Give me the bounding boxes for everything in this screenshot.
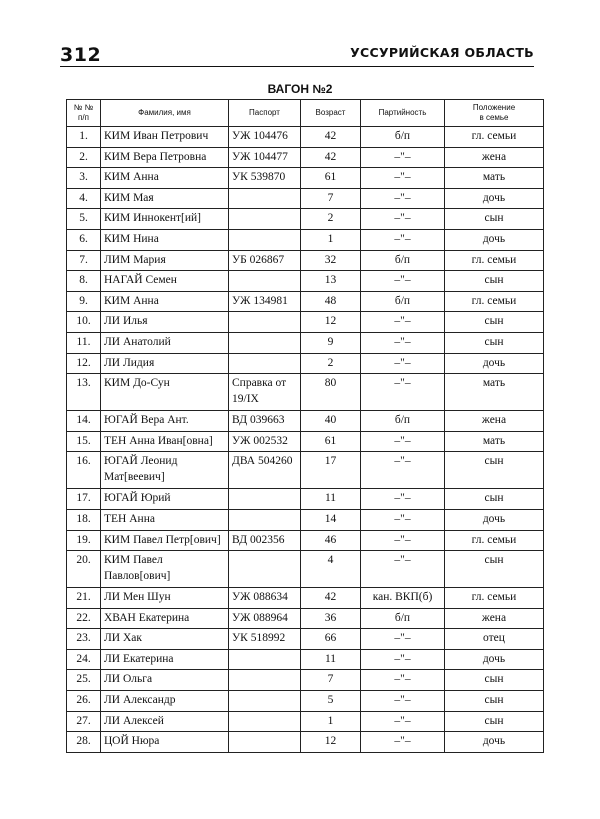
cell-num: 9. <box>67 291 101 312</box>
table-row <box>67 691 544 712</box>
cell-name: ЛИ Мен Шун <box>101 588 229 609</box>
table-row <box>67 374 544 411</box>
cell-num: 28. <box>67 732 101 753</box>
cell-name: КИМ Павел Павлов[ович] <box>101 551 229 588</box>
table-row <box>67 250 544 271</box>
cell-role: гл. семьи <box>445 250 544 271</box>
cell-party: –"– <box>361 229 445 250</box>
cell-passport <box>229 509 301 530</box>
cell-role: дочь <box>445 188 544 209</box>
cell-passport <box>229 732 301 753</box>
cell-role: дочь <box>445 353 544 374</box>
cell-name: КИМ Иван Петрович <box>101 127 229 148</box>
cell-age: 42 <box>301 147 361 168</box>
col-header-name: Фамилия, имя <box>101 100 229 127</box>
cell-num: 23. <box>67 629 101 650</box>
cell-party: –"– <box>361 649 445 670</box>
table-row <box>67 629 544 650</box>
cell-age: 7 <box>301 188 361 209</box>
cell-num: 26. <box>67 691 101 712</box>
cell-age: 46 <box>301 530 361 551</box>
cell-name: ЛИ Александр <box>101 691 229 712</box>
cell-role: сын <box>445 271 544 292</box>
cell-role: отец <box>445 629 544 650</box>
table-row <box>67 509 544 530</box>
table-row <box>67 452 544 489</box>
cell-party: –"– <box>361 168 445 189</box>
cell-passport: УК 539870 <box>229 168 301 189</box>
cell-party: –"– <box>361 489 445 510</box>
cell-name: ЛИ Хак <box>101 629 229 650</box>
cell-passport <box>229 649 301 670</box>
table-row <box>67 608 544 629</box>
cell-passport <box>229 332 301 353</box>
page-number: 312 <box>60 44 102 66</box>
cell-party: –"– <box>361 509 445 530</box>
cell-num: 21. <box>67 588 101 609</box>
cell-age: 61 <box>301 431 361 452</box>
cell-party: –"– <box>361 431 445 452</box>
cell-passport: Справка от 19/IX <box>229 374 301 411</box>
cell-role: мать <box>445 168 544 189</box>
cell-num: 17. <box>67 489 101 510</box>
cell-name: ЮГАЙ Леонид Мат[веевич] <box>101 452 229 489</box>
roster-table <box>66 99 544 753</box>
cell-num: 25. <box>67 670 101 691</box>
cell-age: 40 <box>301 411 361 432</box>
table-body <box>67 127 544 753</box>
cell-age: 42 <box>301 127 361 148</box>
cell-role: гл. семьи <box>445 588 544 609</box>
table-row <box>67 670 544 691</box>
cell-num: 18. <box>67 509 101 530</box>
cell-role: сын <box>445 452 544 489</box>
header-rule <box>60 66 534 67</box>
table-row <box>67 271 544 292</box>
table-row <box>67 732 544 753</box>
cell-role: мать <box>445 374 544 411</box>
cell-passport <box>229 209 301 230</box>
cell-role: жена <box>445 608 544 629</box>
cell-party: б/п <box>361 127 445 148</box>
cell-role: жена <box>445 411 544 432</box>
cell-name: КИМ Нина <box>101 229 229 250</box>
cell-num: 20. <box>67 551 101 588</box>
cell-passport: УЖ 104477 <box>229 147 301 168</box>
cell-age: 2 <box>301 353 361 374</box>
table-row <box>67 711 544 732</box>
cell-age: 1 <box>301 711 361 732</box>
col-header-age: Возраст <box>301 100 361 127</box>
cell-age: 11 <box>301 649 361 670</box>
cell-num: 1. <box>67 127 101 148</box>
cell-num: 13. <box>67 374 101 411</box>
cell-age: 7 <box>301 670 361 691</box>
cell-name: ЛИ Илья <box>101 312 229 333</box>
cell-passport: УЖ 002532 <box>229 431 301 452</box>
cell-num: 19. <box>67 530 101 551</box>
cell-age: 80 <box>301 374 361 411</box>
table-row <box>67 188 544 209</box>
cell-role: сын <box>445 551 544 588</box>
cell-num: 16. <box>67 452 101 489</box>
cell-role: гл. семьи <box>445 127 544 148</box>
cell-num: 11. <box>67 332 101 353</box>
table-row <box>67 353 544 374</box>
cell-role: дочь <box>445 649 544 670</box>
cell-passport <box>229 312 301 333</box>
col-header-party: Партийность <box>361 100 445 127</box>
cell-passport: ДВА 504260 <box>229 452 301 489</box>
cell-party: –"– <box>361 147 445 168</box>
cell-party: б/п <box>361 291 445 312</box>
cell-role: дочь <box>445 509 544 530</box>
cell-party: –"– <box>361 711 445 732</box>
cell-num: 8. <box>67 271 101 292</box>
cell-num: 4. <box>67 188 101 209</box>
cell-passport <box>229 188 301 209</box>
cell-age: 12 <box>301 312 361 333</box>
cell-name: КИМ Анна <box>101 168 229 189</box>
cell-name: НАГАЙ Семен <box>101 271 229 292</box>
cell-party: –"– <box>361 530 445 551</box>
cell-role: сын <box>445 332 544 353</box>
table-row <box>67 312 544 333</box>
cell-passport: ВД 002356 <box>229 530 301 551</box>
cell-role: сын <box>445 489 544 510</box>
cell-role: сын <box>445 209 544 230</box>
cell-num: 5. <box>67 209 101 230</box>
cell-party: –"– <box>361 551 445 588</box>
cell-party: –"– <box>361 188 445 209</box>
cell-name: КИМ Иннокент[ий] <box>101 209 229 230</box>
cell-num: 24. <box>67 649 101 670</box>
cell-passport <box>229 353 301 374</box>
cell-party: б/п <box>361 411 445 432</box>
cell-name: ЮГАЙ Вера Ант. <box>101 411 229 432</box>
cell-num: 12. <box>67 353 101 374</box>
table-row <box>67 147 544 168</box>
cell-role: сын <box>445 312 544 333</box>
cell-age: 1 <box>301 229 361 250</box>
cell-num: 6. <box>67 229 101 250</box>
cell-name: КИМ Мая <box>101 188 229 209</box>
table-row <box>67 551 544 588</box>
cell-num: 2. <box>67 147 101 168</box>
cell-party: –"– <box>361 209 445 230</box>
table-row <box>67 168 544 189</box>
cell-age: 61 <box>301 168 361 189</box>
col-header-passport: Паспорт <box>229 100 301 127</box>
cell-passport: УЖ 088634 <box>229 588 301 609</box>
cell-party: б/п <box>361 250 445 271</box>
cell-name: ЛИ Екатерина <box>101 649 229 670</box>
cell-age: 2 <box>301 209 361 230</box>
cell-age: 48 <box>301 291 361 312</box>
cell-name: ЦОЙ Нюра <box>101 732 229 753</box>
cell-name: ЛИ Алексей <box>101 711 229 732</box>
cell-role: дочь <box>445 229 544 250</box>
cell-passport <box>229 551 301 588</box>
table-row <box>67 530 544 551</box>
cell-age: 42 <box>301 588 361 609</box>
cell-passport <box>229 670 301 691</box>
cell-num: 22. <box>67 608 101 629</box>
cell-party: –"– <box>361 732 445 753</box>
cell-num: 27. <box>67 711 101 732</box>
cell-age: 12 <box>301 732 361 753</box>
cell-passport <box>229 489 301 510</box>
cell-age: 13 <box>301 271 361 292</box>
cell-passport <box>229 711 301 732</box>
cell-passport <box>229 691 301 712</box>
cell-name: ЛИ Анатолий <box>101 332 229 353</box>
cell-party: –"– <box>361 691 445 712</box>
col-header-num: № № п/п <box>67 100 101 127</box>
cell-passport: ВД 039663 <box>229 411 301 432</box>
cell-num: 3. <box>67 168 101 189</box>
cell-passport: УЖ 134981 <box>229 291 301 312</box>
cell-age: 9 <box>301 332 361 353</box>
cell-party: кан. ВКП(б) <box>361 588 445 609</box>
cell-name: ТЕН Анна Иван[овна] <box>101 431 229 452</box>
cell-num: 14. <box>67 411 101 432</box>
cell-name: ТЕН Анна <box>101 509 229 530</box>
table-row <box>67 431 544 452</box>
table-row <box>67 127 544 148</box>
cell-role: гл. семьи <box>445 291 544 312</box>
cell-name: ЮГАЙ Юрий <box>101 489 229 510</box>
cell-role: гл. семьи <box>445 530 544 551</box>
cell-party: –"– <box>361 353 445 374</box>
cell-party: –"– <box>361 452 445 489</box>
table-row <box>67 489 544 510</box>
cell-age: 17 <box>301 452 361 489</box>
cell-party: –"– <box>361 374 445 411</box>
cell-passport: УЖ 088964 <box>229 608 301 629</box>
cell-age: 32 <box>301 250 361 271</box>
cell-name: ЛИ Ольга <box>101 670 229 691</box>
cell-age: 14 <box>301 509 361 530</box>
cell-name: КИМ Вера Петровна <box>101 147 229 168</box>
cell-name: КИМ Павел Петр[ович] <box>101 530 229 551</box>
cell-party: б/п <box>361 608 445 629</box>
cell-name: ХВАН Екатерина <box>101 608 229 629</box>
cell-num: 7. <box>67 250 101 271</box>
cell-role: мать <box>445 431 544 452</box>
cell-passport <box>229 271 301 292</box>
cell-party: –"– <box>361 629 445 650</box>
cell-role: дочь <box>445 732 544 753</box>
cell-passport: УБ 026867 <box>229 250 301 271</box>
cell-age: 4 <box>301 551 361 588</box>
cell-passport <box>229 229 301 250</box>
cell-name: ЛИ Лидия <box>101 353 229 374</box>
header-row <box>67 100 544 127</box>
cell-age: 66 <box>301 629 361 650</box>
cell-age: 11 <box>301 489 361 510</box>
cell-passport: УК 518992 <box>229 629 301 650</box>
cell-age: 5 <box>301 691 361 712</box>
cell-num: 10. <box>67 312 101 333</box>
running-title: УССУРИЙСКАЯ ОБЛАСТЬ <box>350 45 534 60</box>
cell-age: 36 <box>301 608 361 629</box>
cell-party: –"– <box>361 271 445 292</box>
cell-party: –"– <box>361 332 445 353</box>
cell-role: сын <box>445 711 544 732</box>
cell-name: КИМ До-Сун <box>101 374 229 411</box>
cell-num: 15. <box>67 431 101 452</box>
cell-passport: УЖ 104476 <box>229 127 301 148</box>
table-title: ВАГОН №2 <box>267 82 333 96</box>
cell-role: сын <box>445 670 544 691</box>
table-row <box>67 588 544 609</box>
cell-name: ЛИМ Мария <box>101 250 229 271</box>
table-row <box>67 332 544 353</box>
table-row <box>67 649 544 670</box>
table-row <box>67 291 544 312</box>
cell-party: –"– <box>361 670 445 691</box>
cell-role: жена <box>445 147 544 168</box>
cell-role: сын <box>445 691 544 712</box>
cell-party: –"– <box>361 312 445 333</box>
col-header-role: Положение в семье <box>445 100 544 127</box>
table-row <box>67 411 544 432</box>
cell-name: КИМ Анна <box>101 291 229 312</box>
table-row <box>67 229 544 250</box>
table-row <box>67 209 544 230</box>
